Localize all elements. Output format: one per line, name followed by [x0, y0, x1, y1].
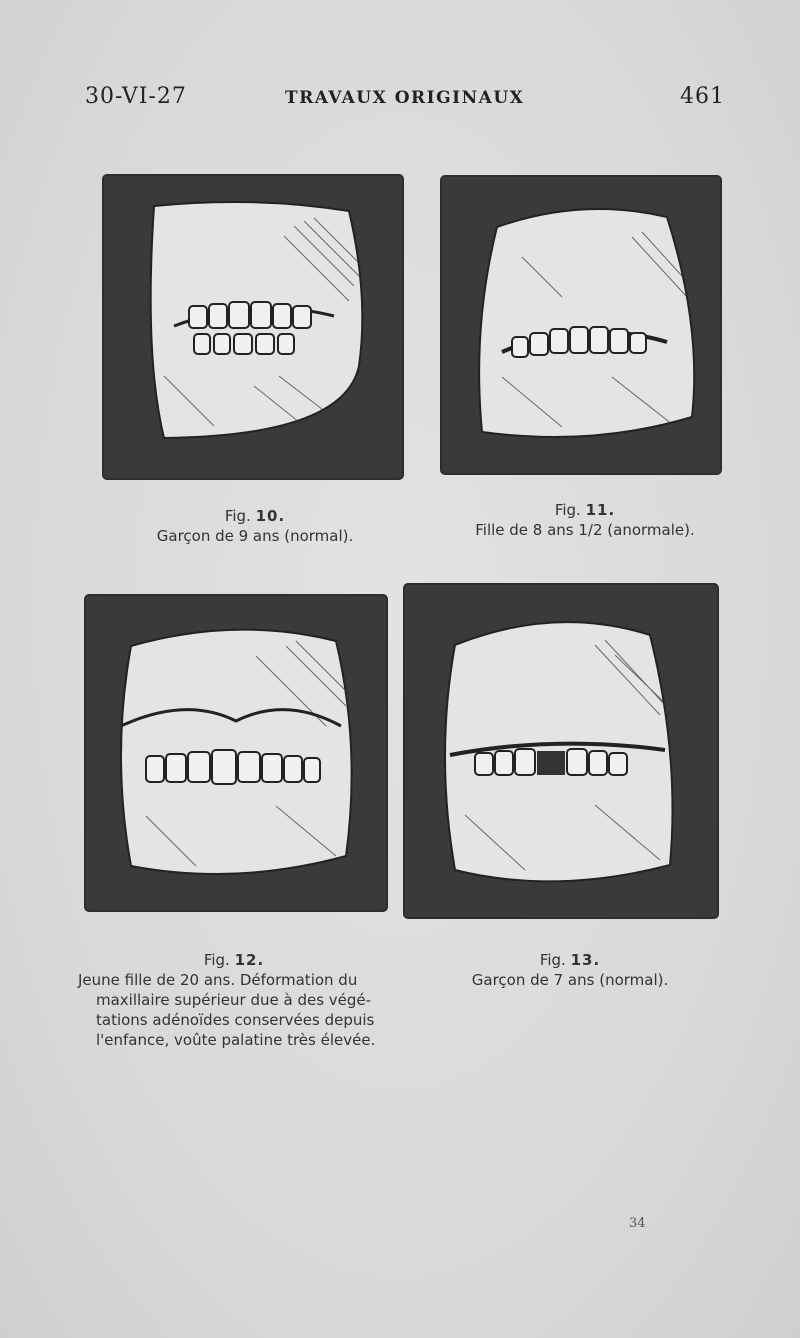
figure-13-description: Garçon de 7 ans (normal). [471, 971, 669, 989]
header-title: TRAVAUX ORIGINAUX [285, 88, 525, 108]
dental-cast-drawing-13 [405, 585, 717, 917]
figure-10-caption [110, 506, 400, 546]
figure-11-illustration [442, 177, 720, 473]
figure-10-description: Garçon de 9 ans (normal). [156, 527, 354, 545]
dental-cast-drawing-11 [442, 177, 720, 473]
figure-12-description-line-3: tations adénoïdes conservées depuis [96, 1011, 375, 1029]
figure-13-illustration [405, 585, 717, 917]
figure-10-number: Fig. 10. [224, 507, 286, 525]
header-date: 30-VI-27 [85, 84, 187, 109]
figure-13-number: Fig. 13. [539, 951, 601, 969]
figure-12-description-line-2: maxillaire supérieur due à des végé- [96, 991, 372, 1009]
figure-12-caption [78, 950, 390, 1050]
figure-11-description: Fille de 8 ans 1/2 (anormale). [475, 521, 695, 539]
figure-10-illustration [104, 176, 402, 478]
dental-cast-drawing-10 [104, 176, 402, 478]
dental-cast-drawing-12 [86, 596, 386, 910]
figure-13-caption [425, 950, 715, 990]
figure-11-caption [440, 500, 730, 540]
printer-signature: 34 [629, 1216, 646, 1231]
figure-12-description-line-1: Jeune fille de 20 ans. Déformation du [78, 971, 358, 989]
figure-11-number: Fig. 11. [554, 501, 616, 519]
figure-12-description-line-4: l'enfance, voûte palatine très élevée. [96, 1031, 376, 1049]
figure-12-illustration [86, 596, 386, 910]
header-page-number: 461 [680, 84, 725, 109]
figure-12-number: Fig. 12. [203, 951, 265, 969]
